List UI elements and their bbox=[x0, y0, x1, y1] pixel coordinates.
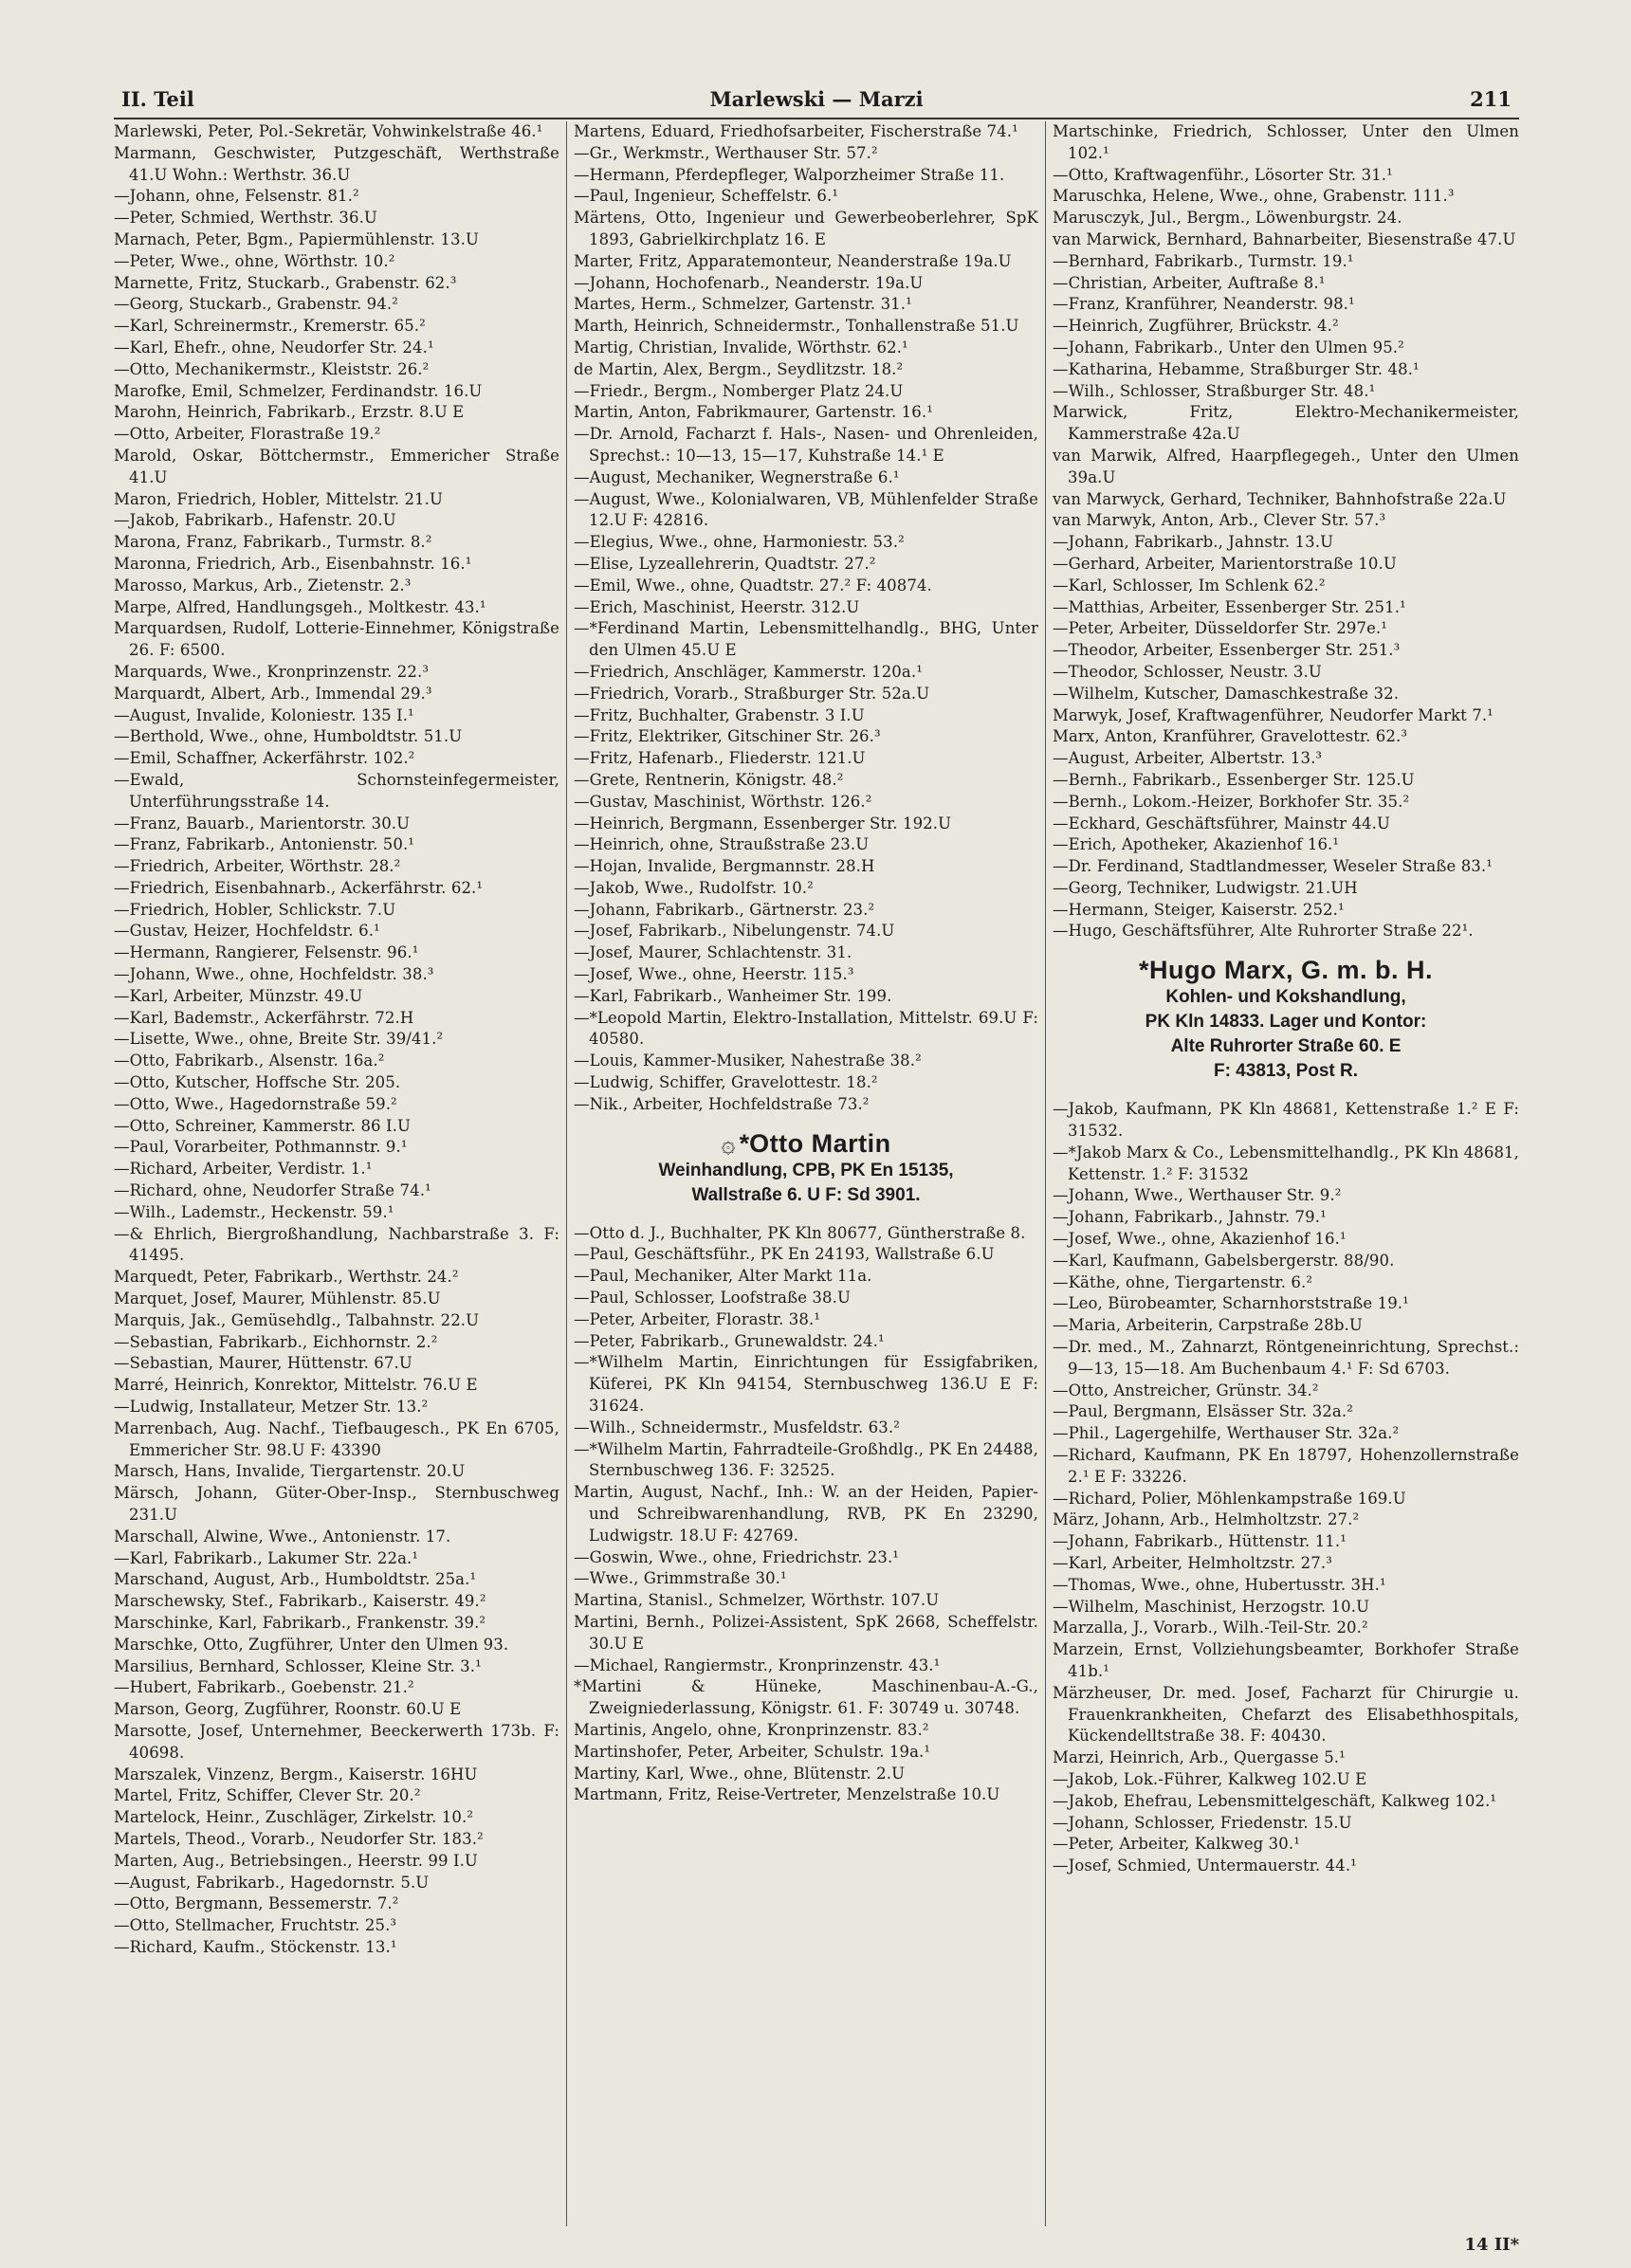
directory-entry: —Friedrich, Eisenbahnarb., Ackerfährstr. 62.¹ bbox=[114, 878, 484, 897]
column-2 bbox=[574, 121, 1038, 2226]
directory-entry: Marsotte, Josef, Unternehmer, Beeckerwerth 173b. F: 40698. bbox=[114, 1721, 559, 1762]
directory-entry: —& Ehrlich, Biergroßhandlung, Nachbarstraße 3. F: 41495. bbox=[114, 1224, 559, 1265]
directory-entry: —Paul, Mechaniker, Alter Markt 11a. bbox=[574, 1267, 872, 1286]
directory-entry: Marold, Oskar, Böttchermstr., Emmericher Straße 41.U bbox=[114, 446, 559, 486]
directory-entry: —Theodor, Arbeiter, Essenberger Str. 251.³ bbox=[1053, 641, 1401, 660]
directory-entry: Marschand, August, Arb., Humboldtstr. 25a.¹ bbox=[114, 1570, 477, 1589]
directory-entry: —*Wilhelm Martin, Einrichtungen für Essigfabriken, Küferei, PK Kln 94154, Sternbuschweg 136.U E F: 31624. bbox=[574, 1353, 1038, 1416]
directory-entry: —Wilh., Lademstr., Heckenstr. 59.¹ bbox=[114, 1202, 394, 1221]
directory-entry: —Karl, Schlosser, Im Schlenk 62.² bbox=[1053, 576, 1326, 594]
ad-company-name-text: *Hugo Marx, G. m. b. H. bbox=[1138, 956, 1434, 985]
directory-entry: —Otto d. J., Buchhalter, PK Kln 80677, Güntherstraße 8. bbox=[574, 1223, 1026, 1242]
directory-entry: —Heinrich, Zugführer, Brückstr. 4.² bbox=[1053, 317, 1339, 336]
directory-entry: —Otto, Stellmacher, Fruchtstr. 25.³ bbox=[114, 1916, 397, 1935]
directory-entry: Marszalek, Vinzenz, Bergm., Kaiserstr. 16HU bbox=[114, 1765, 478, 1783]
directory-entry: —Karl, Schreinermstr., Kremerstr. 65.² bbox=[114, 317, 426, 336]
directory-entry: Marsch, Hans, Invalide, Tiergartenstr. 20.U bbox=[114, 1462, 466, 1481]
directory-entry: Martinshofer, Peter, Arbeiter, Schulstr. 19a.¹ bbox=[574, 1742, 931, 1761]
directory-entry: —Karl, Kaufmann, Gabelsbergerstr. 88/90. bbox=[1053, 1251, 1395, 1270]
directory-entry: —Otto, Kutscher, Hoffsche Str. 205. bbox=[114, 1073, 401, 1092]
directory-entry: —Sebastian, Maurer, Hüttenstr. 67.U bbox=[114, 1354, 412, 1373]
directory-entry: —Heinrich, ohne, Straußstraße 23.U bbox=[574, 835, 870, 854]
directory-entry: —Josef, Wwe., ohne, Heerstr. 115.³ bbox=[574, 965, 854, 984]
directory-entry: Martin, Anton, Fabrikmaurer, Gartenstr. 16.¹ bbox=[574, 403, 933, 422]
ad-logo-icon: ۞ bbox=[721, 1128, 736, 1158]
header-part-label: II. Teil bbox=[121, 87, 194, 111]
directory-entry: Marschke, Otto, Zugführer, Unter den Ulmen 93. bbox=[114, 1635, 509, 1654]
ad-line: Weinhandlung, CPB, PK En 15135, bbox=[658, 1160, 954, 1180]
directory-entry: —Jakob, Wwe., Rudolfstr. 10.² bbox=[574, 878, 814, 897]
directory-entry: Marquardt, Albert, Arb., Immendal 29.³ bbox=[114, 684, 432, 703]
directory-entry: Maronna, Friedrich, Arb., Eisenbahnstr. 16.¹ bbox=[114, 554, 472, 573]
column-3 bbox=[1053, 121, 1519, 2226]
directory-entry: *Martini & Hüneke, Maschinenbau-A.-G., Zweigniederlassung, Königstr. 61. F: 30749 u. 30748. bbox=[574, 1677, 1038, 1718]
directory-entry: van Marwyck, Gerhard, Techniker, Bahnhofstraße 22a.U bbox=[1053, 489, 1507, 508]
directory-entry: —Fritz, Hafenarb., Fliederstr. 121.U bbox=[574, 749, 866, 768]
directory-entry: —Theodor, Schlosser, Neustr. 3.U bbox=[1053, 662, 1322, 681]
directory-entry: Marona, Franz, Fabrikarb., Turmstr. 8.² bbox=[114, 533, 432, 552]
directory-entry: Marx, Anton, Kranführer, Gravelottestr. 62.³ bbox=[1053, 727, 1408, 746]
directory-entry: —Jakob, Kaufmann, PK Kln 48681, Kettenstraße 1.² E F: 31532. bbox=[1053, 1100, 1519, 1141]
directory-entry: Märsch, Johann, Güter-Ober-Insp., Sternbuschweg 231.U bbox=[114, 1484, 559, 1524]
directory-entry: —Bernh., Fabrikarb., Essenberger Str. 125.U bbox=[1053, 770, 1415, 789]
directory-entry: —Karl, Arbeiter, Helmholtzstr. 27.³ bbox=[1053, 1554, 1332, 1573]
directory-entry: —Karl, Bademstr., Ackerfährstr. 72.H bbox=[114, 1008, 414, 1027]
directory-entry: Marschewsky, Stef., Fabrikarb., Kaiserstr. 49.² bbox=[114, 1592, 486, 1611]
page-signature: 14 II* bbox=[1464, 2235, 1519, 2255]
directory-entry: Marwick, Fritz, Elektro-Mechanikermeister, Kammerstraße 42a.U bbox=[1053, 403, 1519, 444]
directory-entry: —Käthe, ohne, Tiergartenstr. 6.² bbox=[1053, 1272, 1313, 1291]
directory-entry: —*Jakob Marx & Co., Lebensmittelhandlg., PK Kln 48681, Kettenstr. 1.² F: 31532 bbox=[1053, 1143, 1519, 1183]
directory-entry: Marzein, Ernst, Vollziehungsbeamter, Borkhofer Straße 41b.¹ bbox=[1053, 1640, 1519, 1680]
directory-entry: Marohn, Heinrich, Fabrikarb., Erzstr. 8.U E bbox=[114, 403, 465, 422]
directory-entry: —August, Fabrikarb., Hagedornstr. 5.U bbox=[114, 1873, 430, 1892]
directory-entry: Martiny, Karl, Wwe., ohne, Blütenstr. 2.U bbox=[574, 1764, 906, 1783]
ad-line: Alte Ruhrorter Straße 60. E bbox=[1170, 1036, 1402, 1057]
directory-entry: —Katharina, Hebamme, Straßburger Str. 48.¹ bbox=[1053, 359, 1420, 378]
directory-entry: —Georg, Techniker, Ludwigstr. 21.UH bbox=[1053, 878, 1358, 897]
directory-entry: —Johann, Schlosser, Friedenstr. 15.U bbox=[1053, 1813, 1352, 1832]
directory-entry: —Richard, Kaufmann, PK En 18797, Hohenzollernstraße 2.¹ E F: 33226. bbox=[1053, 1446, 1519, 1486]
advertisement-block bbox=[574, 1129, 1038, 1208]
directory-entry: —Johann, Fabrikarb., Gärtnerstr. 23.² bbox=[574, 900, 875, 919]
directory-entry: —Richard, ohne, Neudorfer Straße 74.¹ bbox=[114, 1181, 431, 1200]
directory-entry: —*Wilhelm Martin, Fahrradteile-Großhdlg., PK En 24488, Sternbuschweg 136. F: 32525. bbox=[574, 1439, 1038, 1480]
directory-entry: Maruschka, Helene, Wwe., ohne, Grabenstr. 111.³ bbox=[1053, 187, 1455, 206]
directory-entry: —Sebastian, Fabrikarb., Eichhornstr. 2.² bbox=[114, 1332, 438, 1351]
directory-entry: Märzheuser, Dr. med. Josef, Facharzt für Chirurgie u. Frauenkrankheiten, Chefarzt des Elisabethhospitals, Kückendelltstraße 38. F: 40430. bbox=[1053, 1683, 1519, 1746]
column-divider bbox=[566, 121, 567, 2226]
directory-entry: —Richard, Kaufm., Stöckenstr. 13.¹ bbox=[114, 1937, 397, 1956]
directory-entry: —Maria, Arbeiterin, Carpstraße 28b.U bbox=[1053, 1316, 1363, 1335]
directory-entry: —Phil., Lagergehilfe, Werthauser Str. 32a.² bbox=[1053, 1424, 1400, 1443]
directory-entry: —Fritz, Buchhalter, Grabenstr. 3 I.U bbox=[574, 705, 865, 724]
directory-entry: —Wwe., Grimmstraße 30.¹ bbox=[574, 1569, 787, 1588]
directory-entry: —Bernh., Lokom.-Heizer, Borkhofer Str. 35.² bbox=[1053, 792, 1410, 811]
directory-entry: —Karl, Arbeiter, Münzstr. 49.U bbox=[114, 986, 363, 1005]
directory-entry: Marlewski, Peter, Pol.-Sekretär, Vohwinkelstraße 46.¹ bbox=[114, 122, 543, 140]
directory-entry: —Friedrich, Hobler, Schlickstr. 7.U bbox=[114, 900, 396, 919]
directory-entry: Marusczyk, Jul., Bergm., Löwenburgstr. 24. bbox=[1053, 209, 1402, 228]
directory-entry: —Paul, Ingenieur, Scheffelstr. 6.¹ bbox=[574, 187, 839, 206]
directory-entry: —Grete, Rentnerin, Königstr. 48.² bbox=[574, 770, 844, 789]
directory-entry: —Dr. Arnold, Facharzt f. Hals-, Nasen- und Ohrenleiden, Sprechst.: 10—13, 15—17, Kuhstraße 14.¹ E bbox=[574, 425, 1038, 465]
directory-entry: Marrenbach, Aug. Nachf., Tiefbaugesch., PK En 6705, Emmericher Str. 98.U F: 43390 bbox=[114, 1418, 559, 1459]
directory-entry: —Friedrich, Vorarb., Straßburger Str. 52a.U bbox=[574, 684, 930, 703]
ad-line: Kohlen- und Kokshandlung, bbox=[1165, 987, 1406, 1008]
directory-entry: Marquet, Josef, Maurer, Mühlenstr. 85.U bbox=[114, 1289, 441, 1308]
directory-entry: —Jakob, Fabrikarb., Hafenstr. 20.U bbox=[114, 511, 396, 530]
directory-entry: —Louis, Kammer-Musiker, Nahestraße 38.² bbox=[574, 1052, 922, 1070]
directory-entry: Marquardsen, Rudolf, Lotterie-Einnehmer, Königstraße 26. F: 6500. bbox=[114, 619, 559, 660]
directory-page bbox=[114, 83, 1519, 2255]
directory-entry: —Franz, Bauarb., Marientorstr. 30.U bbox=[114, 814, 411, 832]
directory-entry: —Karl, Fabrikarb., Lakumer Str. 22a.¹ bbox=[114, 1548, 419, 1567]
directory-entry: —Otto, Anstreicher, Grünstr. 34.² bbox=[1053, 1381, 1319, 1399]
directory-entry: —Ewald, Schornsteinfegermeister, Unterführungsstraße 14. bbox=[114, 770, 559, 811]
directory-entry: —Wilhelm, Kutscher, Damaschkestraße 32. bbox=[1053, 684, 1400, 703]
directory-entry: Marnette, Fritz, Stuckarb., Grabenstr. 62.³ bbox=[114, 273, 457, 292]
ad-company-name bbox=[1053, 956, 1519, 985]
directory-entry: —Thomas, Wwe., ohne, Hubertusstr. 3H.¹ bbox=[1053, 1575, 1386, 1594]
directory-entry: Marth, Heinrich, Schneidermstr., Tonhallenstraße 51.U bbox=[574, 317, 1019, 336]
directory-entry: —Michael, Rangiermstr., Kronprinzenstr. 43.¹ bbox=[574, 1655, 941, 1674]
directory-entry: —Otto, Mechanikermstr., Kleiststr. 26.² bbox=[114, 359, 430, 378]
ad-line: Wallstraße 6. U F: Sd 3901. bbox=[691, 1184, 921, 1205]
directory-entry: —Dr. Ferdinand, Stadtlandmesser, Weseler Straße 83.¹ bbox=[1053, 857, 1493, 876]
directory-entry: —Gr., Werkmstr., Werthauser Str. 57.² bbox=[574, 143, 878, 162]
directory-entry: Maron, Friedrich, Hobler, Mittelstr. 21.U bbox=[114, 489, 444, 508]
directory-entry: —Hermann, Steiger, Kaiserstr. 252.¹ bbox=[1053, 900, 1345, 919]
directory-entry: Marson, Georg, Zugführer, Roonstr. 60.U E bbox=[114, 1700, 462, 1719]
directory-entry: —Johann, Wwe., Werthauser Str. 9.² bbox=[1053, 1186, 1342, 1205]
directory-entry: Marmann, Geschwister, Putzgeschäft, Werthstraße 41.U Wohn.: Werthstr. 36.U bbox=[114, 143, 559, 184]
directory-entry: Martig, Christian, Invalide, Wörthstr. 62.¹ bbox=[574, 338, 908, 357]
page-number: 211 bbox=[1470, 87, 1512, 111]
directory-entry: —Leo, Bürobeamter, Scharnhorststraße 19.¹ bbox=[1053, 1294, 1409, 1313]
directory-entry: Marquards, Wwe., Kronprinzenstr. 22.³ bbox=[114, 662, 430, 681]
directory-entry: —Erich, Apotheker, Akazienhof 16.¹ bbox=[1053, 835, 1340, 854]
directory-entry: —Josef, Schmied, Untermauerstr. 44.¹ bbox=[1053, 1856, 1357, 1875]
directory-entry: —Hugo, Geschäftsführer, Alte Ruhrorter Straße 22¹. bbox=[1053, 922, 1474, 941]
directory-entry: —Johann, Fabrikarb., Hüttenstr. 11.¹ bbox=[1053, 1532, 1347, 1551]
directory-entry: —Erich, Maschinist, Heerstr. 312.U bbox=[574, 597, 860, 616]
directory-entry: Märtens, Otto, Ingenieur und Gewerbeoberlehrer, SpK 1893, Gabrielkirchplatz 16. E bbox=[574, 209, 1038, 248]
ad-company-name bbox=[574, 1129, 1038, 1159]
directory-entry: —Dr. med., M., Zahnarzt, Röntgeneinrichtung, Sprechst.: 9—13, 15—18. Am Buchenbaum 4.¹ F: Sd 6703. bbox=[1053, 1338, 1519, 1378]
directory-entry: Martens, Eduard, Friedhofsarbeiter, Fischerstraße 74.¹ bbox=[574, 122, 1018, 140]
ad-line: F: 43813, Post R. bbox=[1213, 1061, 1359, 1082]
directory-entry: —Paul, Schlosser, Loofstraße 38.U bbox=[574, 1289, 851, 1308]
directory-entry: Marquedt, Peter, Fabrikarb., Werthstr. 24.² bbox=[114, 1268, 459, 1287]
directory-entry: —Otto, Kraftwagenführ., Lösorter Str. 31.¹ bbox=[1053, 165, 1393, 184]
directory-entry: —Fritz, Elektriker, Gitschiner Str. 26.³ bbox=[574, 727, 881, 746]
directory-entry: Marnach, Peter, Bgm., Papiermühlenstr. 13.U bbox=[114, 229, 479, 248]
directory-entry: —Otto, Wwe., Hagedornstraße 59.² bbox=[114, 1094, 397, 1113]
directory-entry: —Johann, Fabrikarb., Jahnstr. 13.U bbox=[1053, 533, 1334, 552]
directory-entry: —Richard, Arbeiter, Verdistr. 1.¹ bbox=[114, 1160, 373, 1179]
directory-entry: van Marwick, Bernhard, Bahnarbeiter, Biesenstraße 47.U bbox=[1053, 229, 1516, 248]
directory-entry: —Wilh., Schlosser, Straßburger Str. 48.¹ bbox=[1053, 381, 1376, 400]
ad-line: PK Kln 14833. Lager und Kontor: bbox=[1145, 1012, 1427, 1033]
directory-entry: —Richard, Polier, Möhlenkampstraße 169.U bbox=[1053, 1489, 1406, 1508]
directory-entry: Marquis, Jak., Gemüsehdlg., Talbahnstr. 22.U bbox=[114, 1310, 480, 1329]
directory-entry: Marosso, Markus, Arb., Zietenstr. 2.³ bbox=[114, 576, 412, 594]
directory-entry: Marzi, Heinrich, Arb., Quergasse 5.¹ bbox=[1053, 1748, 1346, 1767]
directory-entry: —Wilh., Schneidermstr., Musfeldstr. 63.² bbox=[574, 1418, 900, 1436]
directory-entry: —Franz, Fabrikarb., Antonienstr. 50.¹ bbox=[114, 835, 415, 854]
directory-entry: van Marwik, Alfred, Haarpflegegeh., Unter den Ulmen 39a.U bbox=[1053, 446, 1519, 486]
directory-entry: —Otto, Bergmann, Bessemerstr. 7.² bbox=[114, 1894, 399, 1913]
directory-entry: —Hojan, Invalide, Bergmannstr. 28.H bbox=[574, 857, 875, 876]
columns bbox=[114, 121, 1519, 2226]
directory-entry: —Paul, Bergmann, Elsässer Str. 32a.² bbox=[1053, 1402, 1353, 1421]
directory-entry: —Karl, Fabrikarb., Wanheimer Str. 199. bbox=[574, 986, 892, 1005]
directory-entry: Marré, Heinrich, Konrektor, Mittelstr. 76.U E bbox=[114, 1376, 478, 1395]
directory-entry: —Goswin, Wwe., ohne, Friedrichstr. 23.¹ bbox=[574, 1547, 900, 1566]
directory-entry: Marter, Fritz, Apparatemonteur, Neanderstraße 19a.U bbox=[574, 251, 1012, 270]
directory-entry: —Eckhard, Geschäftsführer, Mainstr 44.U bbox=[1053, 814, 1390, 832]
directory-entry: —Emil, Schaffner, Ackerfährstr. 102.² bbox=[114, 749, 415, 768]
directory-entry: —Johann, Wwe., ohne, Hochfeldstr. 38.³ bbox=[114, 965, 434, 984]
directory-entry: —Hermann, Pferdepfleger, Walporzheimer Straße 11. bbox=[574, 165, 1005, 184]
directory-entry: —Paul, Geschäftsführ., PK En 24193, Wallstraße 6.U bbox=[574, 1245, 995, 1264]
directory-entry: Martina, Stanisl., Schmelzer, Wörthstr. 107.U bbox=[574, 1591, 940, 1610]
directory-entry: März, Johann, Arb., Helmholtzstr. 27.² bbox=[1053, 1510, 1360, 1529]
directory-entry: —Friedr., Bergm., Nomberger Platz 24.U bbox=[574, 381, 904, 400]
ad-company-name-text: *Otto Martin bbox=[739, 1128, 891, 1158]
directory-entry: —August, Wwe., Kolonialwaren, VB, Mühlenfelder Straße 12.U F: 42816. bbox=[574, 489, 1038, 530]
directory-entry: Marschall, Alwine, Wwe., Antonienstr. 17. bbox=[114, 1527, 451, 1546]
directory-entry: —Josef, Wwe., ohne, Akazienhof 16.¹ bbox=[1053, 1230, 1347, 1249]
directory-entry: —Paul, Vorarbeiter, Pothmannstr. 9.¹ bbox=[114, 1138, 408, 1157]
directory-entry: —Jakob, Lok.-Führer, Kalkweg 102.U E bbox=[1053, 1769, 1367, 1788]
directory-entry: —Friedrich, Arbeiter, Wörthstr. 28.² bbox=[114, 857, 401, 876]
directory-entry: —Berthold, Wwe., ohne, Humboldtstr. 51.U bbox=[114, 727, 463, 746]
directory-entry: —August, Arbeiter, Albertstr. 13.³ bbox=[1053, 749, 1323, 768]
directory-entry: —Karl, Ehefr., ohne, Neudorfer Str. 24.¹ bbox=[114, 338, 434, 357]
directory-entry: Martmann, Fritz, Reise-Vertreter, Menzelstraße 10.U bbox=[574, 1785, 1000, 1804]
directory-entry: —Elise, Lyzeallehrerin, Quadtstr. 27.² bbox=[574, 554, 876, 573]
directory-entry: —*Leopold Martin, Elektro-Installation, Mittelstr. 69.U F: 40580. bbox=[574, 1008, 1038, 1049]
directory-entry: Marofke, Emil, Schmelzer, Ferdinandstr. 16.U bbox=[114, 381, 483, 400]
header-name-range: Marlewski — Marzi bbox=[709, 87, 924, 111]
directory-entry: Martels, Theod., Vorarb., Neudorfer Str. 183.² bbox=[114, 1829, 484, 1848]
directory-entry: Marpe, Alfred, Handlungsgeh., Moltkestr. 43.¹ bbox=[114, 597, 486, 616]
directory-entry: Martin, August, Nachf., Inh.: W. an der Heiden, Papier- und Schreibwarenhandlung, RVB, PK En 23290, Ludwigstr. 18.U F: 42769. bbox=[574, 1483, 1038, 1545]
directory-entry: —*Ferdinand Martin, Lebensmittelhandlg., BHG, Unter den Ulmen 45.U E bbox=[574, 619, 1038, 660]
directory-entry: —Franz, Kranführer, Neanderstr. 98.¹ bbox=[1053, 295, 1355, 314]
directory-entry: —Johann, Fabrikarb., Unter den Ulmen 95.² bbox=[1053, 338, 1404, 357]
directory-entry: —Peter, Arbeiter, Florastr. 38.¹ bbox=[574, 1309, 821, 1328]
directory-entry: —Hermann, Rangierer, Felsenstr. 96.¹ bbox=[114, 943, 419, 962]
directory-entry: —Christian, Arbeiter, Auftraße 8.¹ bbox=[1053, 273, 1326, 292]
directory-entry: de Martin, Alex, Bergm., Seydlitzstr. 18.² bbox=[574, 359, 904, 378]
directory-entry: —Gustav, Heizer, Hochfeldstr. 6.¹ bbox=[114, 922, 380, 941]
directory-entry: —Georg, Stuckarb., Grabenstr. 94.² bbox=[114, 295, 398, 314]
directory-entry: Marwyk, Josef, Kraftwagenführer, Neudorfer Markt 7.¹ bbox=[1053, 705, 1494, 724]
directory-entry: Marzalla, J., Vorarb., Wilh.-Teil-Str. 20.² bbox=[1053, 1619, 1368, 1637]
directory-entry: Martelock, Heinr., Zuschläger, Zirkelstr. 10.² bbox=[114, 1808, 474, 1827]
directory-entry: Marschinke, Karl, Fabrikarb., Frankenstr. 39.² bbox=[114, 1613, 486, 1632]
directory-entry: Martinis, Angelo, ohne, Kronprinzenstr. 83.² bbox=[574, 1720, 929, 1739]
directory-entry: —Otto, Arbeiter, Florastraße 19.² bbox=[114, 425, 381, 444]
directory-entry: —Otto, Fabrikarb., Alsenstr. 16a.² bbox=[114, 1052, 385, 1070]
column-1 bbox=[114, 121, 559, 2226]
directory-entry: —Elegius, Wwe., ohne, Harmoniestr. 53.² bbox=[574, 533, 905, 552]
directory-entry: —Peter, Fabrikarb., Grunewaldstr. 24.¹ bbox=[574, 1331, 885, 1350]
directory-entry: —Ludwig, Schiffer, Gravelottestr. 18.² bbox=[574, 1073, 878, 1092]
directory-entry: —Johann, Hochofenarb., Neanderstr. 19a.U bbox=[574, 273, 924, 292]
directory-entry: —August, Invalide, Koloniestr. 135 I.¹ bbox=[114, 705, 414, 724]
directory-entry: —Peter, Schmied, Werthstr. 36.U bbox=[114, 209, 377, 228]
directory-entry: —Otto, Schreiner, Kammerstr. 86 I.U bbox=[114, 1116, 411, 1135]
directory-entry: —Lisette, Wwe., ohne, Breite Str. 39/41.² bbox=[114, 1030, 444, 1049]
column-divider bbox=[1045, 121, 1046, 2226]
directory-entry: —August, Mechaniker, Wegnerstraße 6.¹ bbox=[574, 467, 900, 486]
directory-entry: —Gustav, Maschinist, Wörthstr. 126.² bbox=[574, 792, 872, 811]
directory-entry: Martschinke, Friedrich, Schlosser, Unter den Ulmen 102.¹ bbox=[1053, 122, 1519, 162]
page-header bbox=[114, 83, 1519, 119]
directory-entry: —Johann, ohne, Felsenstr. 81.² bbox=[114, 187, 359, 206]
directory-entry: Martini, Bernh., Polizei-Assistent, SpK 2668, Scheffelstr. 30.U E bbox=[574, 1613, 1038, 1653]
directory-entry: —Hubert, Fabrikarb., Goebenstr. 21.² bbox=[114, 1678, 414, 1697]
directory-entry: —Emil, Wwe., ohne, Quadtstr. 27.² F: 40874. bbox=[574, 576, 932, 594]
directory-entry: —Heinrich, Bergmann, Essenberger Str. 192.U bbox=[574, 814, 952, 832]
directory-entry: —Peter, Arbeiter, Kalkweg 30.¹ bbox=[1053, 1835, 1300, 1854]
directory-entry: Martes, Herm., Schmelzer, Gartenstr. 31.¹ bbox=[574, 295, 912, 314]
directory-entry: —Peter, Wwe., ohne, Wörthstr. 10.² bbox=[114, 251, 395, 270]
directory-entry: —Josef, Fabrikarb., Nibelungenstr. 74.U bbox=[574, 922, 895, 941]
directory-entry: Marsilius, Bernhard, Schlosser, Kleine Str. 3.¹ bbox=[114, 1656, 482, 1675]
directory-entry: —Friedrich, Anschläger, Kammerstr. 120a.¹ bbox=[574, 662, 923, 681]
directory-entry: —Josef, Maurer, Schlachtenstr. 31. bbox=[574, 943, 852, 962]
directory-entry: —Johann, Fabrikarb., Jahnstr. 79.¹ bbox=[1053, 1208, 1327, 1227]
directory-entry: —Bernhard, Fabrikarb., Turmstr. 19.¹ bbox=[1053, 251, 1354, 270]
directory-entry: —Peter, Arbeiter, Düsseldorfer Str. 297e.¹ bbox=[1053, 619, 1387, 638]
directory-entry: van Marwyk, Anton, Arb., Clever Str. 57.³ bbox=[1053, 511, 1386, 530]
directory-entry: —Wilhelm, Maschinist, Herzogstr. 10.U bbox=[1053, 1597, 1370, 1616]
advertisement-block bbox=[1053, 956, 1519, 1084]
directory-entry: —Nik., Arbeiter, Hochfeldstraße 73.² bbox=[574, 1094, 870, 1113]
directory-entry: —Matthias, Arbeiter, Essenberger Str. 251.¹ bbox=[1053, 597, 1406, 616]
directory-entry: —Ludwig, Installateur, Metzer Str. 13.² bbox=[114, 1398, 429, 1417]
directory-entry: Martel, Fritz, Schiffer, Clever Str. 20.² bbox=[114, 1786, 421, 1805]
directory-entry: Marten, Aug., Betriebsingen., Heerstr. 99 I.U bbox=[114, 1851, 478, 1870]
directory-entry: —Jakob, Ehefrau, Lebensmittelgeschäft, Kalkweg 102.¹ bbox=[1053, 1791, 1497, 1810]
directory-entry: —Gerhard, Arbeiter, Marientorstraße 10.U bbox=[1053, 554, 1397, 573]
